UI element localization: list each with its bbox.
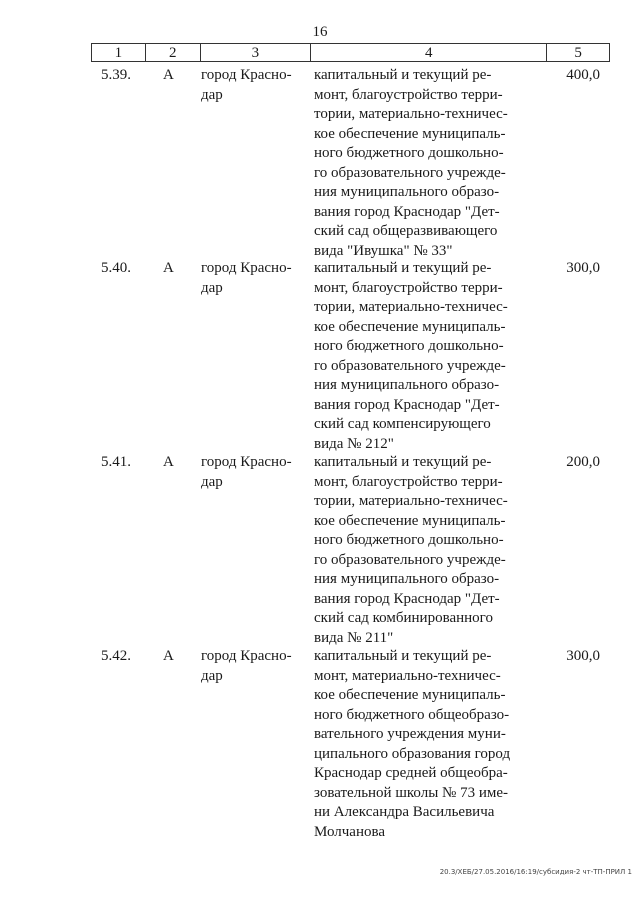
row-amount: 400,0 — [566, 67, 600, 83]
page-number: 16 — [312, 24, 328, 40]
row-number: 5.39. — [101, 67, 131, 83]
column-header-2: 2 — [146, 44, 201, 61]
row-city: город Красно- дар — [201, 648, 292, 684]
row-number: 5.41. — [101, 454, 131, 470]
column-header-5: 5 — [574, 45, 582, 61]
row-category: А — [163, 67, 174, 83]
row-category: А — [163, 648, 174, 664]
row-amount: 300,0 — [566, 648, 600, 664]
row-city: город Красно- дар — [201, 260, 292, 296]
row-city: город Красно- дар — [201, 454, 292, 490]
column-header-4: 4 — [311, 44, 547, 61]
table-header — [91, 43, 610, 62]
row-description: капитальный и текущий ре- монт, благоустройство терри- тории, материально-техничес- кое обеспечение муниципаль- ного бюджетного дошкольно- го образовательного учрежде- ния муниципального образо- вания город Краснодар "Дет- ский сад общеразвивающего вида "Ивушка" № 33" — [314, 67, 508, 259]
row-category: А — [163, 260, 174, 276]
row-description: капитальный и текущий ре- монт, благоустройство терри- тории, материально-техничес- кое обеспечение муниципаль- ного бюджетного дошкольно- го образовательного учрежде- ния муниципального образо- вания город Краснодар "Дет- ский сад компенсирующего вида № 212" — [314, 260, 508, 452]
document-footer-code: 20.3/ХЕБ/27.05.2016/16:19/субсидия-2 чт-ТП-ПРИЛ 1 — [439, 868, 632, 876]
row-category: А — [163, 454, 174, 470]
column-header-3: 3 — [201, 44, 312, 61]
row-number: 5.42. — [101, 648, 131, 664]
row-city: город Красно- дар — [201, 67, 292, 103]
row-amount: 300,0 — [566, 260, 600, 276]
column-header-1: 1 — [92, 44, 146, 61]
row-amount: 200,0 — [566, 454, 600, 470]
row-number: 5.40. — [101, 260, 131, 276]
row-description: капитальный и текущий ре- монт, материально-техничес- кое обеспечение муниципаль- ного бюджетного общеобразо- вательного учреждения муни- ципального образования город Краснодар средней общеобра- зовательной школы № 73 име- ни Александра Васильевича Молчанова — [314, 648, 511, 840]
row-description: капитальный и текущий ре- монт, благоустройство терри- тории, материально-техничес- кое обеспечение муниципаль- ного бюджетного дошкольно- го образовательного учрежде- ния муниципального образо- вания город Краснодар "Дет- ский сад комбинированного вида № 211" — [314, 454, 508, 646]
